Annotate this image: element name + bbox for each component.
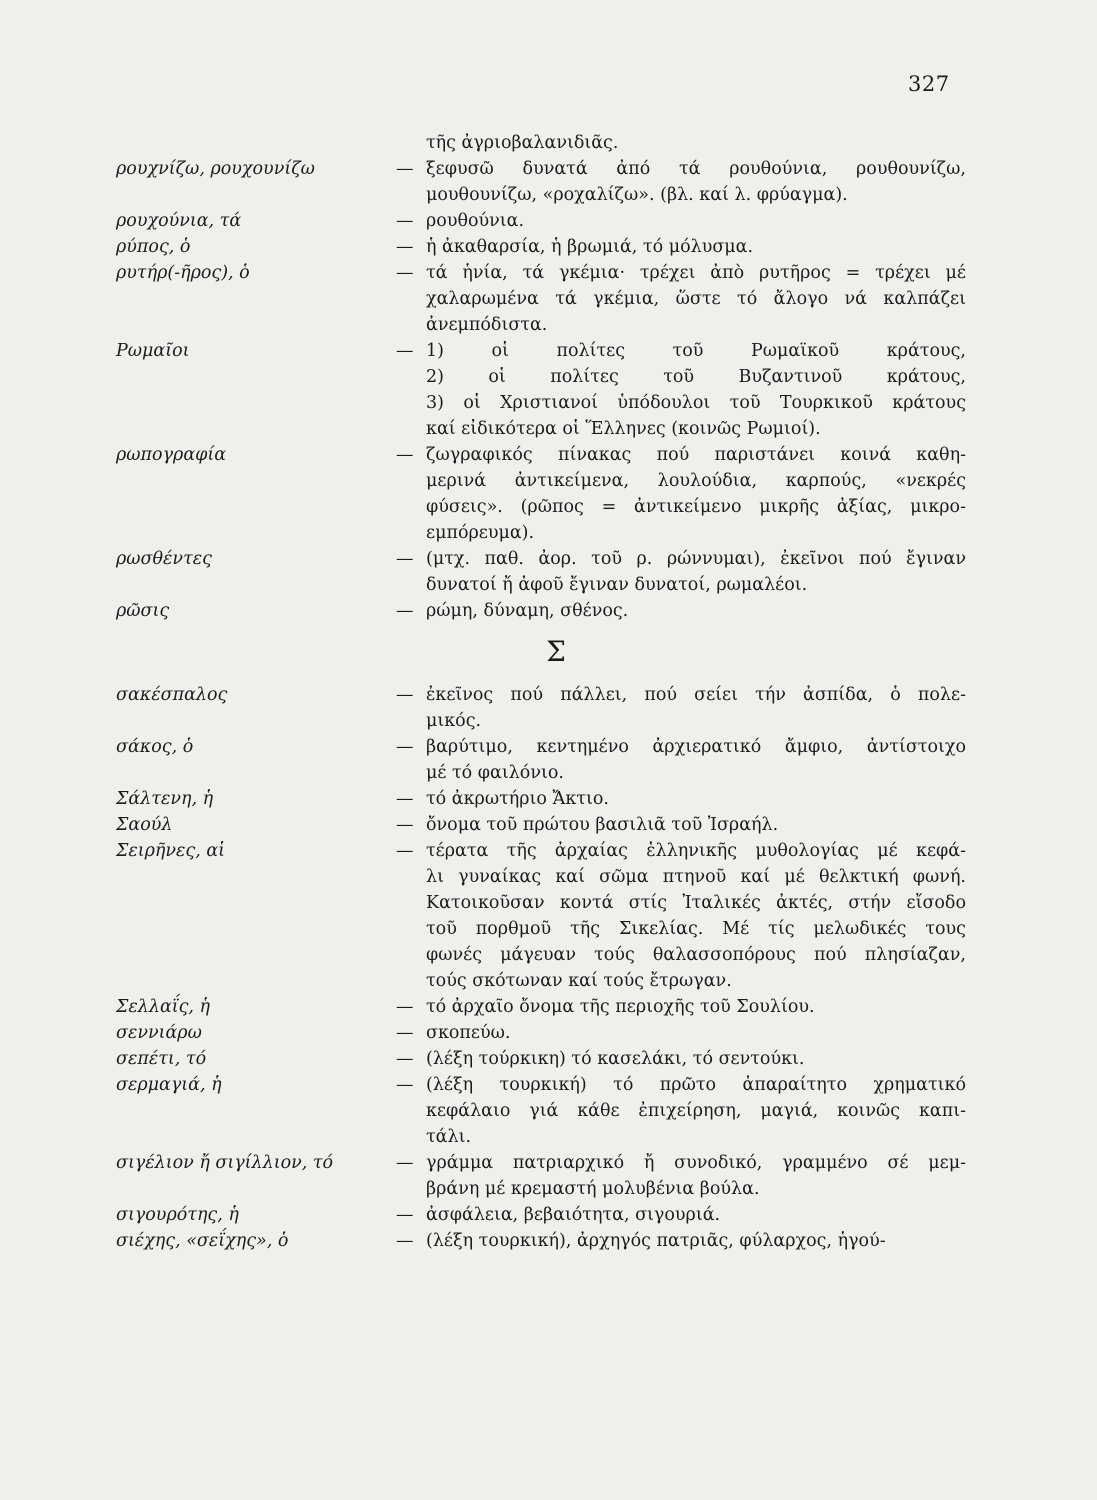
definition-line: φωνές μάγευαν τούς θαλασσοπόρους πού πλησίαζαν,	[426, 945, 966, 965]
dictionary-entry	[116, 546, 966, 598]
em-dash: —	[396, 263, 414, 283]
em-dash: —	[396, 1153, 414, 1173]
entry-term: σερμαγιά, ἡ	[116, 1075, 222, 1095]
definition-line: ρώμη, δύναμη, σθένος.	[426, 601, 629, 621]
entry-definition	[396, 812, 966, 838]
dictionary-entry	[116, 1020, 966, 1046]
entry-term: σιγέλιον ἤ σιγίλλιον, τό	[116, 1153, 334, 1173]
entry-term: Ρωμαῖοι	[116, 341, 190, 361]
entry-definition	[396, 734, 966, 786]
definition-line: μικός.	[426, 711, 482, 731]
entry-term: ρουχούνια, τά	[116, 211, 242, 231]
dictionary-entry	[116, 338, 966, 442]
entry-term: ρυτήρ(-ῆρος), ὁ	[116, 263, 250, 283]
definition-line: μουθουνίζω, «ροχαλίζω». (βλ. καί λ. φρύαγμα).	[426, 185, 848, 205]
definition-line: καί εἰδικότερα οἱ Ἕλληνες (κοινῶς Ρωμιοί).	[426, 419, 821, 439]
page-number: 327	[908, 72, 950, 96]
entry-term: σεννιάρω	[116, 1023, 202, 1043]
entry-term: σάκος, ὁ	[116, 737, 194, 757]
dictionary-entry	[116, 734, 966, 786]
definition-line: μερινά ἀντικείμενα, λουλούδια, καρπούς, «νεκρές	[426, 471, 966, 491]
entry-term: Σελλαΐς, ἡ	[116, 997, 211, 1017]
definition-line: ἀσφάλεια, βεβαιότητα, σιγουριά.	[426, 1205, 721, 1225]
definition-line: βαρύτιμο, κεντημένο ἀρχιερατικό ἄμφιο, ἀντίστοιχο	[426, 737, 966, 757]
entry-definition	[396, 1202, 966, 1228]
entry-definition	[396, 338, 966, 442]
em-dash: —	[396, 841, 414, 861]
entry-definition	[396, 260, 966, 338]
entry-definition	[396, 156, 966, 208]
definition-line: ἡ ἀκαθαρσία, ἡ βρωμιά, τό μόλυσμα.	[426, 237, 754, 257]
definition-line: φύσεις». (ρῶπος = ἀντικείμενο μικρῆς ἀξίας, μικρο-	[426, 497, 966, 517]
entry-definition	[396, 994, 966, 1020]
definition-line: τάλι.	[426, 1127, 472, 1147]
definition-line: τούς σκότωναν καί τούς ἔτρωγαν.	[426, 971, 732, 991]
entry-definition	[396, 208, 966, 234]
definition-line: γράμμα πατριαρχικό ἤ συνοδικό, γραμμένο σέ μεμ-	[426, 1153, 966, 1173]
em-dash: —	[396, 737, 414, 757]
definition-line: τοῦ πορθμοῦ τῆς Σικελίας. Μέ τίς μελωδικές τους	[426, 919, 966, 939]
definition-line: τά ἡνία, τά γκέμια· τρέχει ἀπὸ ρυτῆρος = τρέχει μέ	[426, 263, 966, 283]
definition-line: τό ἀκρωτήριο Ἄκτιο.	[426, 789, 609, 809]
definition-line: (μτχ. παθ. ἀορ. τοῦ ρ. ρώννυμαι), ἐκεῖνοι πού ἔγιναν	[426, 549, 966, 569]
em-dash: —	[396, 211, 414, 231]
definition-line: βράνη μέ κρεμαστή μολυβένια βούλα.	[426, 1179, 760, 1199]
definition-line: 2) οἱ πολίτες τοῦ Βυζαντινοῦ κράτους,	[426, 367, 966, 387]
entry-term: Σαούλ	[116, 815, 173, 835]
dictionary-entry	[116, 994, 966, 1020]
entry-term: Σάλτενη, ἡ	[116, 789, 214, 809]
dictionary-entry	[116, 156, 966, 208]
section-letter-sigma: Σ	[546, 635, 566, 668]
entry-definition	[396, 546, 966, 598]
definition-line: ρουθούνια.	[426, 211, 525, 231]
em-dash: —	[396, 789, 414, 809]
definition-line: τῆς ἀγριοβαλανιδιᾶς.	[426, 133, 619, 153]
definition-line: τό ἀρχαῖο ὄνομα τῆς περιοχῆς τοῦ Σουλίου.	[426, 997, 815, 1017]
em-dash: —	[396, 159, 414, 179]
em-dash: —	[396, 1231, 414, 1251]
entry-term: ρύπος, ὁ	[116, 237, 191, 257]
em-dash: —	[396, 601, 414, 621]
rho-section	[116, 156, 966, 624]
dictionary-entry	[116, 1202, 966, 1228]
definition-line: λι γυναίκας καί σῶμα πτηνοῦ καί μέ θελκτική φωνή.	[426, 867, 966, 887]
dictionary-entry	[116, 1228, 966, 1254]
dictionary-entry	[116, 682, 966, 734]
dictionary-entry	[116, 598, 966, 624]
entry-term: ρωπογραφία	[116, 445, 227, 465]
sigma-section	[116, 682, 966, 1254]
definition-line: δυνατοί ἤ ἀφοῦ ἔγιναν δυνατοί, ρωμαλέοι.	[426, 575, 808, 595]
dictionary-entry	[116, 234, 966, 260]
entry-definition	[396, 1046, 966, 1072]
continuation-entry	[116, 130, 966, 156]
entry-definition	[396, 442, 966, 546]
entry-definition	[396, 786, 966, 812]
em-dash: —	[396, 997, 414, 1017]
definition-line: ζωγραφικός πίνακας πού παριστάνει κοινά καθη-	[426, 445, 966, 465]
entry-term: ρῶσις	[116, 601, 170, 621]
entry-definition	[396, 1150, 966, 1202]
definition-line: (λέξη τουρκική) τό πρῶτο ἀπαραίτητο χρηματικό	[426, 1075, 966, 1095]
definition-line: ξεφυσῶ δυνατά ἀπό τά ρουθούνια, ρουθουνίζω,	[426, 159, 966, 179]
dictionary-entry	[116, 1150, 966, 1202]
em-dash: —	[396, 341, 414, 361]
dictionary-entry	[116, 812, 966, 838]
dictionary-entries	[116, 130, 966, 1254]
em-dash: —	[396, 549, 414, 569]
definition-line: ἐκεῖνος πού πάλλει, πού σείει τήν ἀσπίδα, ὁ πολε-	[426, 685, 966, 705]
dictionary-entry	[116, 208, 966, 234]
em-dash: —	[396, 1205, 414, 1225]
dictionary-entry	[116, 786, 966, 812]
dictionary-entry	[116, 838, 966, 994]
definition-line: ἀνεμπόδιστα.	[426, 315, 548, 335]
em-dash: —	[396, 815, 414, 835]
dictionary-entry	[116, 1046, 966, 1072]
definition-line: μέ τό φαιλόνιο.	[426, 763, 564, 783]
definition-line: τέρατα τῆς ἀρχαίας ἑλληνικῆς μυθολογίας μέ κεφά-	[426, 841, 966, 861]
definition-line: Κατοικοῦσαν κοντά στίς Ἰταλικές ἀκτές, στήν εἴσοδο	[426, 893, 966, 913]
entry-definition	[396, 234, 966, 260]
entry-definition	[396, 682, 966, 734]
entry-term: ρωσθέντες	[116, 549, 212, 569]
entry-definition	[396, 1072, 966, 1150]
entry-term: σακέσπαλος	[116, 685, 228, 705]
em-dash: —	[396, 685, 414, 705]
entry-definition	[396, 598, 966, 624]
definition-line: 1) οἱ πολίτες τοῦ Ρωμαϊκοῦ κράτους,	[426, 341, 966, 361]
entry-definition	[396, 130, 966, 156]
definition-line: κεφάλαιο γιά κάθε ἐπιχείρηση, μαγιά, κοινῶς καπι-	[426, 1101, 966, 1121]
entry-term: ρουχνίζω, ρουχουνίζω	[116, 159, 315, 179]
definition-line: εμπόρευμα).	[426, 523, 535, 543]
entry-definition	[396, 838, 966, 994]
entry-term: σεπέτι, τό	[116, 1049, 207, 1069]
definition-line: 3) οἱ Χριστιανοί ὑπόδουλοι τοῦ Τουρκικοῦ κράτους	[426, 393, 966, 413]
em-dash: —	[396, 1049, 414, 1069]
dictionary-entry	[116, 442, 966, 546]
definition-line: (λέξη τούρκικη) τό κασελάκι, τό σεντούκι.	[426, 1049, 805, 1069]
definition-line: ὄνομα τοῦ πρώτου βασιλιᾶ τοῦ Ἰσραήλ.	[426, 815, 779, 835]
entry-term: Σειρῆνες, αἱ	[116, 841, 226, 861]
em-dash: —	[396, 445, 414, 465]
definition-line: σκοπεύω.	[426, 1023, 511, 1043]
dictionary-entry	[116, 260, 966, 338]
entry-definition	[396, 1020, 966, 1046]
em-dash: —	[396, 1023, 414, 1043]
entry-term: σιγουρότης, ἡ	[116, 1205, 239, 1225]
em-dash: —	[396, 1075, 414, 1095]
em-dash: —	[396, 237, 414, 257]
entry-term: σιέχης, «σεΐχης», ὁ	[116, 1231, 289, 1251]
definition-line: χαλαρωμένα τά γκέμια, ὥστε τό ἄλογο νά καλπάζει	[426, 289, 966, 309]
definition-line: (λέξη τουρκική), ἀρχηγός πατριᾶς, φύλαρχος, ἡγού-	[426, 1231, 886, 1251]
entry-definition	[396, 1228, 966, 1254]
dictionary-entry	[116, 1072, 966, 1150]
